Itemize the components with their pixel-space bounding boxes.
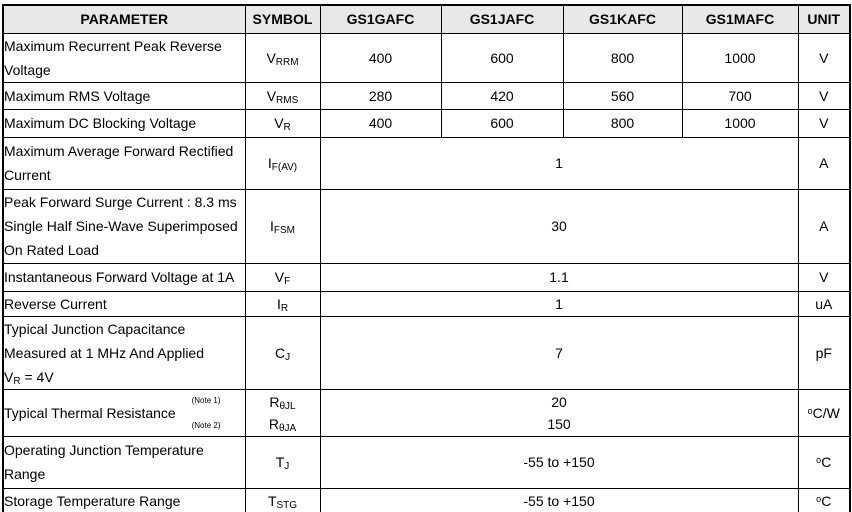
parameter-line: Instantaneous Forward Voltage at 1A [4,269,235,285]
parameter-line-vr [4,365,245,389]
ratings-table [2,4,851,512]
value-cell: 600 [441,33,563,82]
symbol-rthja [246,413,320,435]
unit-text: V [819,269,829,285]
unit-text: uA [815,295,833,312]
symbol-subscript: RRM [275,56,299,68]
degree-superscript: o [807,405,813,416]
unit-text: A [819,155,829,171]
parameter-cell [3,33,245,82]
header-gs1gafc: GS1GAFC [320,5,441,33]
parameter-cell [3,291,245,316]
value-cell: 420 [441,82,563,109]
parameter-line: Typical Junction Capacitance [4,320,186,337]
parameter-cell [3,436,245,488]
symbol-cell [245,33,320,82]
unit-text: C [821,492,832,509]
table-row-tstg [3,488,850,512]
parameter-line: On Rated Load [4,242,99,258]
parameter-line: Maximum Recurrent Peak Reverse [4,37,222,54]
unit-cell [798,263,850,291]
header-unit: UNIT [798,5,850,33]
table-row-tj [3,436,850,488]
value-cell: 280 [320,82,441,109]
value-cell: 1000 [682,33,798,82]
unit-cell [798,389,850,436]
header-symbol: SYMBOL [245,5,320,33]
unit-text: V [819,87,829,104]
parameter-line: Typical Thermal Resistance [4,404,176,421]
parameter-cell [3,389,245,436]
parameter-line: Operating Junction Temperature [4,442,204,458]
unit-text: V [819,115,829,131]
value-cell: 1000 [682,109,798,137]
symbol-base: T [275,454,285,470]
table-row-ifav [3,137,850,189]
unit-text: C [821,454,832,470]
unit-text: V [819,49,829,66]
value-cell: 600 [441,109,563,137]
symbol-base: R [268,415,279,432]
table-row-thermal-resistance [3,389,850,436]
symbol-cell [245,316,320,389]
parameter-line: Reverse Current [4,295,107,312]
symbol-subscript: F [284,276,291,287]
symbol-base: V [266,87,277,104]
unit-text: A [819,218,829,234]
table-row-vf [3,263,850,291]
value-cell: 800 [563,109,682,137]
notes [192,396,221,430]
table-row-vr [3,109,850,137]
symbol-base: I [267,155,272,171]
parameter-line: Voltage [4,61,51,78]
parameter-line-rest: = 4V [20,368,54,385]
symbol-base: I [276,295,281,312]
parameter-line: Measured at 1 MHz And Applied [4,344,205,361]
header-parameter: PARAMETER [3,5,245,33]
symbol-subscript: RMS [276,94,299,106]
symbol-cell [245,488,320,512]
value-cell-span: -55 to +150 [320,436,798,488]
parameter-cell [3,82,245,109]
parameter-cell [3,263,245,291]
unit-cell [798,82,850,109]
symbol-base: V [266,49,276,66]
symbol-base: V [274,269,285,285]
table-body [3,33,850,512]
header-gs1kafc: GS1KAFC [563,5,682,33]
unit-cell [798,291,850,316]
header-gs1mafc: GS1MAFC [682,5,798,33]
symbol-cell [245,189,320,263]
symbol-subscript: R [13,375,21,387]
value-rthjl: 20 [551,393,567,410]
value-cell: 700 [682,82,798,109]
value-cell: 800 [563,33,682,82]
unit-cell [798,109,850,137]
table-row-ir [3,291,850,316]
parameter-line: Peak Forward Surge Current : 8.3 ms [4,194,237,210]
symbol-subscript: STG [276,499,298,511]
parameter-line: Storage Temperature Range [4,492,181,509]
symbol-subscript: θJA [278,422,297,434]
unit-cell [798,316,850,389]
symbol-rthjl [246,391,320,413]
unit-cell [798,189,850,263]
symbol-base: R [269,393,280,410]
note-1: (Note 1) [191,395,221,405]
symbol-subscript: J [285,351,291,363]
value-cell: 400 [320,109,441,137]
value-cell-span: 1.1 [320,263,798,291]
parameter-cell [3,488,245,512]
symbol-cell [245,291,320,316]
unit-cell [798,488,850,512]
symbol-base: C [274,344,286,361]
symbol-cell [245,389,320,436]
value-cell-span: 7 [320,316,798,389]
parameter-cell [3,189,245,263]
symbol-base: T [267,492,277,509]
header-gs1jafc: GS1JAFC [441,5,563,33]
note-2: (Note 2) [191,420,221,430]
parameter-cell [3,109,245,137]
value-cell-span: -55 to +150 [320,488,798,512]
parameter-line: Range [4,466,46,482]
symbol-cell [245,137,320,189]
value-cell-span [320,389,798,436]
parameter-line: Single Half Sine-Wave Superimposed [4,218,238,234]
parameter-line: Current [4,167,51,183]
value-cell-span: 30 [320,189,798,263]
unit-cell [798,436,850,488]
degree-superscript: o [816,493,822,504]
value-cell-span: 1 [320,137,798,189]
parameter-line: Maximum Average Forward Rectified [4,143,234,159]
symbol-subscript: θJL [279,400,296,412]
symbol-subscript: F(AV) [271,162,298,173]
symbol-subscript: R [280,302,289,314]
degree-superscript: o [816,455,822,465]
value-cell: 400 [320,33,441,82]
symbol-cell [245,82,320,109]
parameter-line: Maximum DC Blocking Voltage [4,115,197,131]
unit-cell [798,33,850,82]
table-row-cj [3,316,850,389]
header-row [3,5,850,33]
parameter-cell [3,137,245,189]
value-rthja: 150 [547,415,571,432]
symbol-subscript: J [284,461,290,472]
value-cell-span: 1 [320,291,798,316]
symbol-subscript: R [283,122,291,133]
table-row-ifsm [3,189,850,263]
parameter-line: Maximum RMS Voltage [4,87,151,104]
symbol-base: I [270,218,274,234]
table-header [3,5,850,33]
table-row-vrrm [3,33,850,82]
parameter-cell [3,316,245,389]
unit-text: pF [815,344,832,361]
symbol-base: V [4,368,14,385]
symbol-cell [245,263,320,291]
unit-cell [798,137,850,189]
unit-text: C/W [812,404,840,421]
symbol-cell [245,109,320,137]
value-cell: 560 [563,82,682,109]
symbol-cell [245,436,320,488]
symbol-base: V [274,115,284,131]
table-row-vrms [3,82,850,109]
symbol-subscript: FSM [273,225,295,236]
